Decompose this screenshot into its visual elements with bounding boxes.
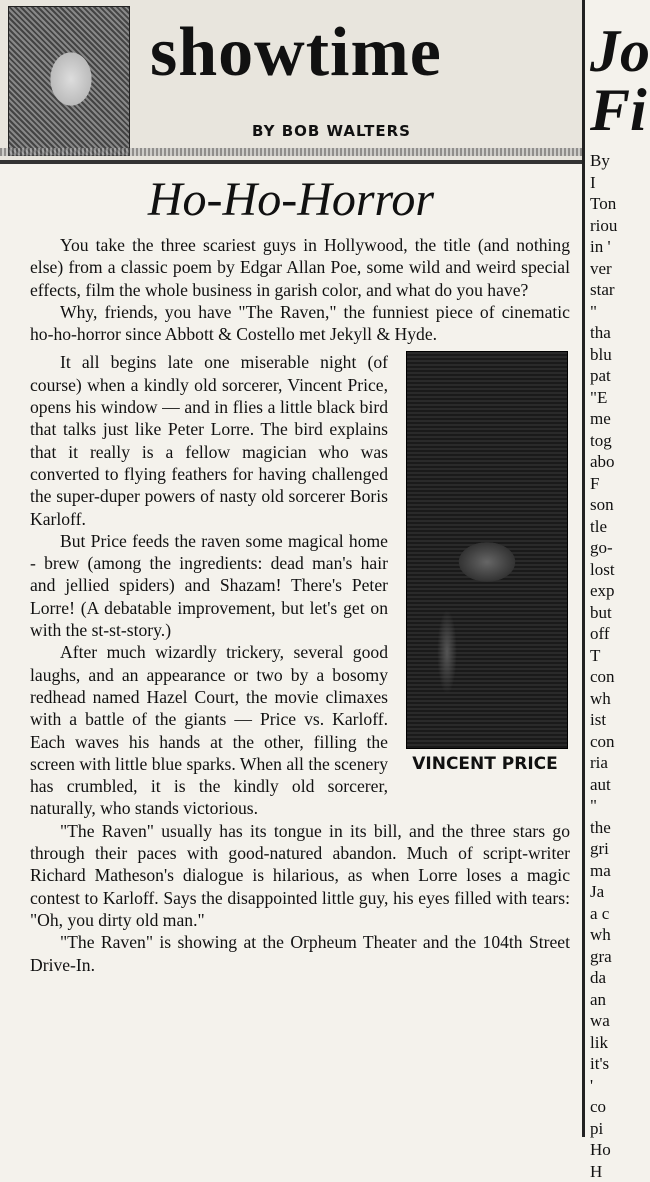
adjacent-text-fragment: pat xyxy=(590,365,616,387)
adjacent-text-fragment: wa xyxy=(590,1010,616,1032)
adjacent-text-fragment: ma xyxy=(590,860,616,882)
adjacent-text-fragment: lik xyxy=(590,1032,616,1054)
adjacent-text-fragment: lost xyxy=(590,559,616,581)
article-paragraph: But Price feeds the raven some magical home - brew (among the ingredients: dead man's hair and jellied spiders) and Shazam! There's Peter Lorre! (A debatable improvement, but let's get on with the st-st-story.) xyxy=(30,530,570,641)
adjacent-text-fragment: " xyxy=(590,301,616,323)
adjacent-text-fragment: " xyxy=(590,795,616,817)
columnist-photo xyxy=(8,6,130,156)
adjacent-title-line: Fi xyxy=(590,79,616,142)
article-paragraph: It all begins late one miserable night (of course) when a kindly old sorcerer, Vincent Price, opens his window — and in flies a little black bird that talks just like Peter Lorre. The bird explains that it really is a fellow magician who was converted to flying feathers for having challenged the super-duper powers of nasty old sorcerer Boris Karloff. xyxy=(30,351,570,529)
adjacent-text-fragment: an xyxy=(590,989,616,1011)
adjacent-text-fragment: "E xyxy=(590,387,616,409)
adjacent-text-fragment: gra xyxy=(590,946,616,968)
adjacent-text-fragment: Ton xyxy=(590,193,616,215)
adjacent-text-fragment: wh xyxy=(590,688,616,710)
article-paragraph: Why, friends, you have "The Raven," the funniest piece of cinematic ho-ho-horror since Abbott & Costello met Jekyll & Hyde. xyxy=(30,301,570,346)
adjacent-title-line: Jo xyxy=(590,20,616,83)
adjacent-text-fragment: ist xyxy=(590,709,616,731)
adjacent-text-fragment: me xyxy=(590,408,616,430)
adjacent-text-fragment: F xyxy=(590,473,616,495)
adjacent-text-fragment: tle xyxy=(590,516,616,538)
adjacent-text-fragment: the xyxy=(590,817,616,839)
adjacent-text-fragment: ' xyxy=(590,1075,616,1097)
adjacent-text-fragment: star xyxy=(590,279,616,301)
column-masthead-band xyxy=(0,0,582,164)
adjacent-text-fragment: ria xyxy=(590,752,616,774)
adjacent-text-fragment: con xyxy=(590,666,616,688)
article-paragraph: After much wizardly trickery, several good laughs, and an appearance or two by a bosomy redhead named Hazel Court, the movie climaxes with a battle of the giants — Price vs. Karloff. Each waves his hands at the other, filling the screen with little blue sparks. When all the scenery has crumbled, it is the kindly old sorcerer, naturally, who stands victorious. xyxy=(30,641,570,819)
adjacent-text-fragment: I xyxy=(590,172,616,194)
adjacent-text-fragment: con xyxy=(590,731,616,753)
adjacent-text-fragment: tha xyxy=(590,322,616,344)
adjacent-text-fragment: ver xyxy=(590,258,616,280)
article-paragraph: "The Raven" usually has its tongue in its bill, and the three stars go through their paces with good-natured abandon. Much of script-writer Richard Matheson's dialogue is hilarious, as when Lorre loses a magic contest to Karloff. Says the disappointed little guy, his eyes filled with tears: "Oh, you dirty old man." xyxy=(30,820,570,931)
adjacent-text-fragment: off xyxy=(590,623,616,645)
adjacent-text-fragment: tog xyxy=(590,430,616,452)
adjacent-text-fragment: wh xyxy=(590,924,616,946)
adjacent-text-fragment: son xyxy=(590,494,616,516)
adjacent-text-fragment: Ja xyxy=(590,881,616,903)
article-body xyxy=(30,234,570,976)
adjacent-text-fragment: aut xyxy=(590,774,616,796)
adjacent-text-fragment: co xyxy=(590,1096,616,1118)
adjacent-text-fragment: H xyxy=(590,1161,616,1182)
adjacent-text-fragment: a c xyxy=(590,903,616,925)
column-divider xyxy=(582,0,585,1137)
adjacent-text-fragment: go- xyxy=(590,537,616,559)
adjacent-text-fragment: T xyxy=(590,645,616,667)
adjacent-text-fragment: By xyxy=(590,150,616,172)
adjacent-text-fragment: blu xyxy=(590,344,616,366)
adjacent-column-fragment xyxy=(590,0,616,1137)
photo-caption: VINCENT PRICE xyxy=(400,753,570,775)
adjacent-text-fragment: abo xyxy=(590,451,616,473)
article-photo-figure xyxy=(400,351,570,775)
column-title: showtime xyxy=(150,18,442,88)
adjacent-text-fragment: in ' xyxy=(590,236,616,258)
adjacent-text-fragment: but xyxy=(590,602,616,624)
article-paragraph: "The Raven" is showing at the Orpheum Theater and the 104th Street Drive-In. xyxy=(30,931,570,976)
adjacent-text-fragment: it's xyxy=(590,1053,616,1075)
adjacent-text-fragment: gri xyxy=(590,838,616,860)
vincent-price-photo xyxy=(406,351,568,749)
article-paragraph: You take the three scariest guys in Hollywood, the title (and nothing else) from a classic poem by Edgar Allan Poe, some wild and weird special effects, film the whole business in garish color, and what do you have? xyxy=(30,234,570,301)
adjacent-text-fragment: Ho xyxy=(590,1139,616,1161)
adjacent-text-fragment: riou xyxy=(590,215,616,237)
adjacent-text-fragment: exp xyxy=(590,580,616,602)
adjacent-text-fragment: da xyxy=(590,967,616,989)
article-headline: Ho-Ho-Horror xyxy=(0,176,582,224)
adjacent-text-fragment: pi xyxy=(590,1118,616,1140)
byline: BY BOB WALTERS xyxy=(252,122,411,140)
